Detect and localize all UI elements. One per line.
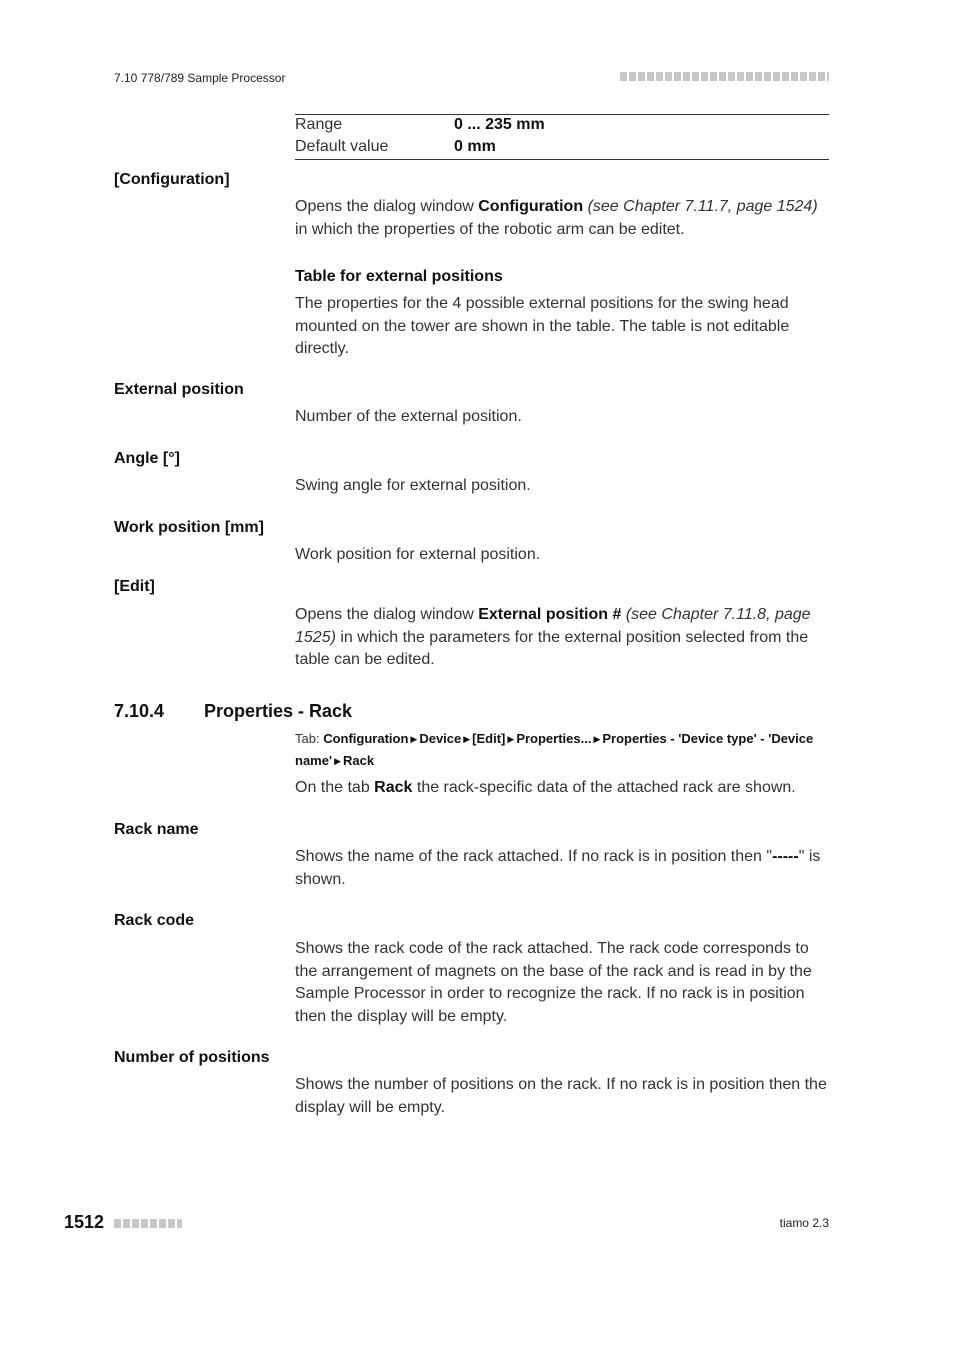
term-configuration: [Configuration]: [114, 171, 230, 188]
section-number: 7.10.4: [114, 701, 165, 721]
path-arrow-icon: ▶: [593, 734, 601, 744]
desc-rack-code: Shows the rack code of the rack attached. The rack code corresponds to the arrangement of magnets on the base of the rack and is read in by the Sample Processor in order to recognize the rack. If no rack is in position then the display will be empty.: [295, 940, 812, 1025]
footer-decoration: [114, 1219, 182, 1228]
xref-configuration[interactable]: (see Chapter 7.11.7, page 1524): [587, 198, 818, 215]
running-header-title: 7.10 778/789 Sample Processor: [114, 71, 286, 85]
desc-configuration: Opens the dialog window Configuration (see Chapter 7.11.7, page 1524) in which the properties of the robotic arm can be editet.: [295, 198, 818, 238]
path-arrow-icon: ▶: [410, 734, 418, 744]
desc-work-position: Work position for external position.: [295, 546, 541, 563]
header-decoration: [620, 72, 829, 81]
path-arrow-icon: ▶: [507, 734, 515, 744]
footer-product: tiamo 2.3: [779, 1216, 829, 1230]
term-rack-name: Rack name: [114, 821, 199, 838]
subheading-external-table: Table for external positions: [295, 268, 503, 285]
param-value-range: 0 ... 235 mm: [454, 116, 545, 133]
term-work-position: Work position [mm]: [114, 519, 264, 536]
tab-navigation-path: Tab: Configuration ▶ Device ▶ [Edit] ▶ Properties... ▶ Properties - 'Device type' - 'Device name' ▶ Rack: [295, 731, 814, 768]
page-number: 1512: [64, 1212, 105, 1232]
section-title: Properties - Rack: [204, 701, 353, 721]
term-angle: Angle [°]: [114, 450, 180, 467]
param-label-range: Range: [295, 116, 343, 133]
desc-angle: Swing angle for external position.: [295, 477, 531, 494]
term-number-of-positions: Number of positions: [114, 1049, 270, 1066]
path-arrow-icon: ▶: [334, 756, 341, 766]
term-rack-code: Rack code: [114, 912, 195, 929]
xref-edit[interactable]: (see Chapter 7.11.8, page 1525): [295, 606, 811, 646]
desc-external-table: The properties for the 4 possible external positions for the swing head mounted on the tower are shown in the table. The table is not editable directly.: [295, 295, 790, 357]
term-external-position: External position: [114, 381, 244, 398]
path-arrow-icon: ▶: [463, 734, 471, 744]
table-bottom-rule: [295, 159, 829, 160]
term-edit: [Edit]: [114, 578, 155, 595]
desc-rack-name: Shows the name of the rack attached. If no rack is in position then "-----" is shown.: [295, 848, 821, 888]
desc-external-position: Number of the external position.: [295, 408, 522, 425]
desc-number-of-positions: Shows the number of positions on the rack. If no rack is in position then the display will be empty.: [295, 1076, 827, 1116]
table-top-rule: [295, 114, 829, 115]
param-label-default: Default value: [295, 138, 389, 155]
param-value-default: 0 mm: [454, 138, 496, 155]
desc-edit: Opens the dialog window External position # (see Chapter 7.11.8, page 1525) in which the parameters for the external position selected from the table can be edited.: [295, 606, 811, 668]
section-intro: On the tab Rack the rack-specific data of the attached rack are shown.: [295, 779, 796, 796]
